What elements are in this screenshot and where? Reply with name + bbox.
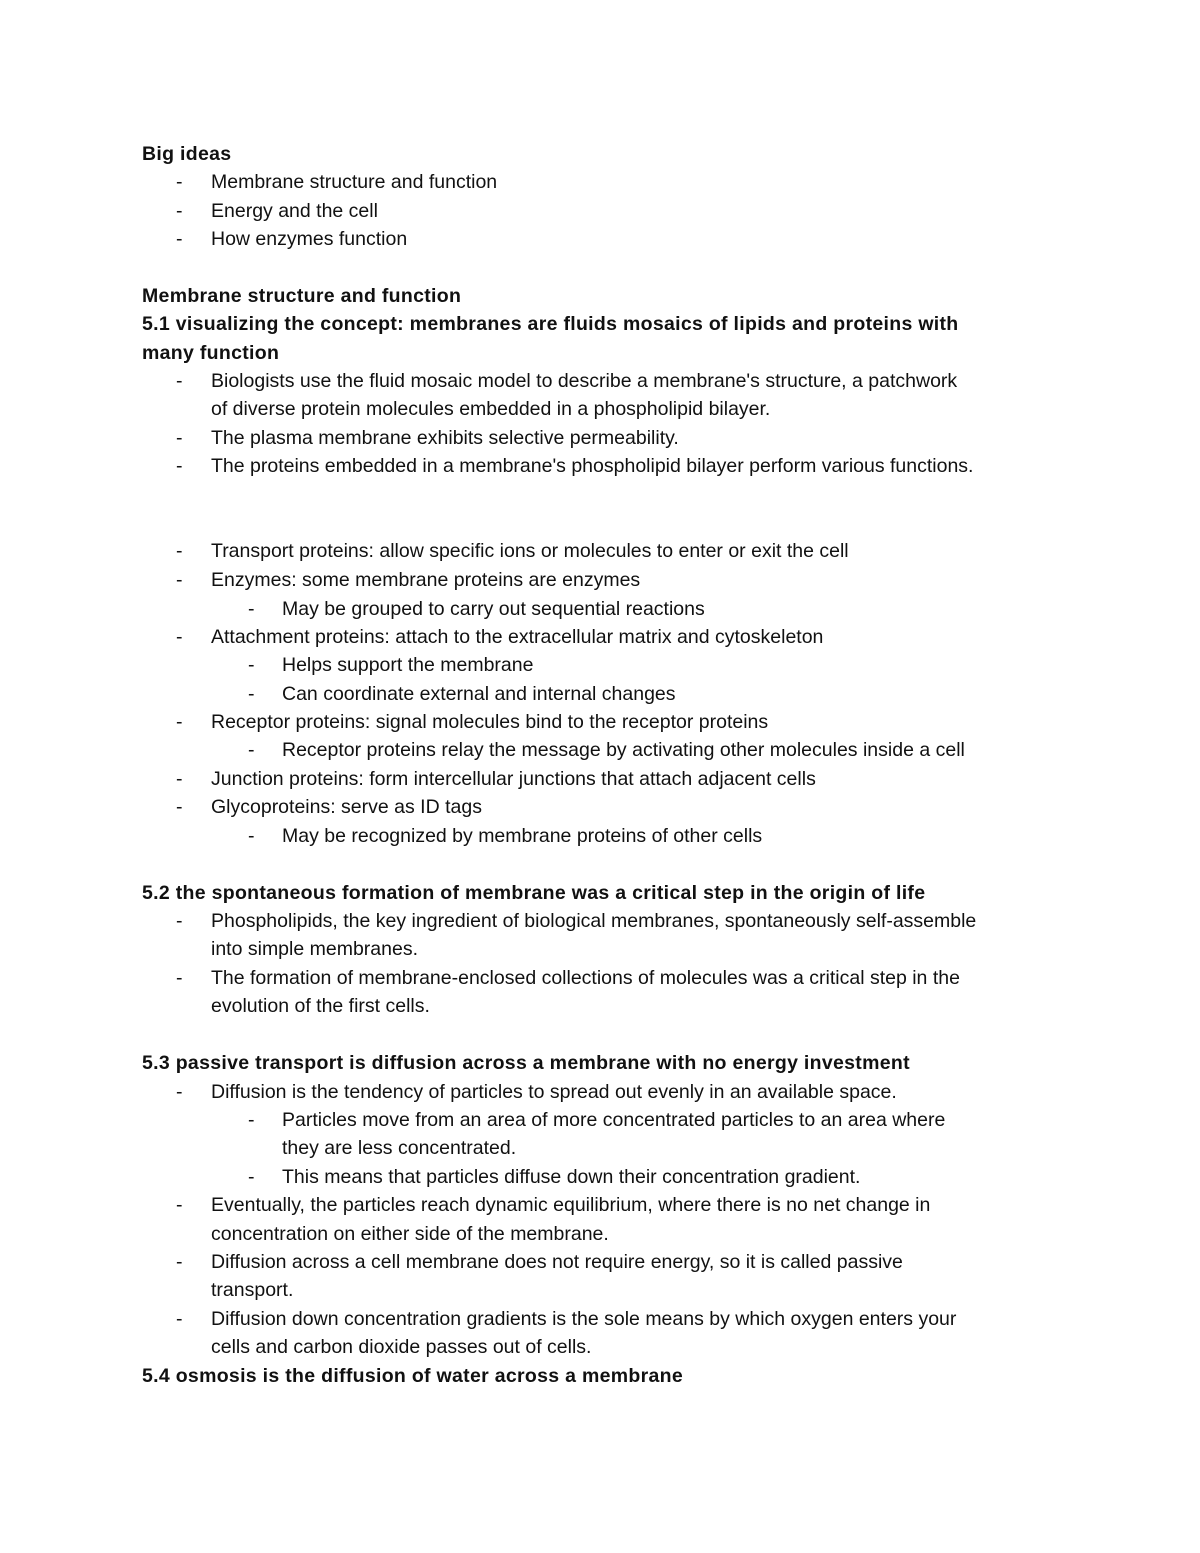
list-item-text: evolution of the first cells.	[211, 995, 430, 1017]
list-item-text: This means that particles diffuse down their concentration gradient.	[282, 1166, 861, 1188]
section-heading: Membrane structure and function	[142, 285, 462, 307]
list-item-text: May be grouped to carry out sequential reactions	[282, 598, 705, 620]
bullet-dash: -	[248, 1166, 255, 1188]
bullet-dash: -	[248, 683, 255, 705]
list-item	[0, 766, 1200, 792]
list-item-text: concentration on either side of the membrane.	[211, 1223, 609, 1245]
list-item	[0, 425, 1200, 451]
list-item-text: Particles move from an area of more concentrated particles to an area where	[282, 1109, 946, 1131]
list-item	[0, 1306, 1200, 1332]
sub-list-item-continuation	[0, 1135, 1200, 1161]
sub-list-item	[0, 681, 1200, 707]
section-5-3-title: 5.3 passive transport is diffusion across a membrane with no energy investment	[142, 1052, 910, 1074]
bullet-dash: -	[176, 910, 183, 932]
list-item-text: Energy and the cell	[211, 200, 378, 222]
list-item-text: Biologists use the fluid mosaic model to describe a membrane's structure, a patchwork	[211, 370, 958, 392]
bullet-dash: -	[176, 370, 183, 392]
list-item	[0, 226, 1200, 252]
list-item	[0, 567, 1200, 593]
bullet-dash: -	[176, 171, 183, 193]
list-item-text: Glycoproteins: serve as ID tags	[211, 796, 482, 818]
list-item	[0, 794, 1200, 820]
list-item-text: Phospholipids, the key ingredient of biological membranes, spontaneously self-assemble	[211, 910, 977, 932]
list-item-text: Receptor proteins: signal molecules bind to the receptor proteins	[211, 711, 769, 733]
list-item-continuation	[0, 936, 1200, 962]
list-item	[0, 1192, 1200, 1218]
bullet-dash: -	[176, 1081, 183, 1103]
bullet-dash: -	[176, 1308, 183, 1330]
list-item-text: Transport proteins: allow specific ions or molecules to enter or exit the cell	[211, 540, 849, 562]
list-item-text: Diffusion is the tendency of particles to spread out evenly in an available space.	[211, 1081, 897, 1103]
bullet-dash: -	[248, 598, 255, 620]
list-item-text: The formation of membrane-enclosed collections of molecules was a critical step in the	[211, 967, 960, 989]
list-item-text: Diffusion down concentration gradients is the sole means by which oxygen enters your	[211, 1308, 957, 1330]
bullet-dash: -	[176, 228, 183, 250]
list-item-text: they are less concentrated.	[282, 1137, 517, 1159]
sub-list-item	[0, 737, 1200, 763]
list-item-text: Junction proteins: form intercellular junctions that attach adjacent cells	[211, 768, 816, 790]
list-item-continuation	[0, 396, 1200, 422]
list-item	[0, 198, 1200, 224]
section-5-4-title: 5.4 osmosis is the diffusion of water across a membrane	[142, 1365, 683, 1387]
list-item	[0, 169, 1200, 195]
list-item	[0, 1079, 1200, 1105]
list-item-text: cells and carbon dioxide passes out of cells.	[211, 1336, 592, 1358]
list-item	[0, 709, 1200, 735]
list-item	[0, 453, 1200, 479]
bullet-dash: -	[176, 540, 183, 562]
list-item	[0, 368, 1200, 394]
list-item	[0, 965, 1200, 991]
list-item-text: of diverse protein molecules embedded in a phospholipid bilayer.	[211, 398, 771, 420]
list-item	[0, 624, 1200, 650]
list-item-text: Helps support the membrane	[282, 654, 534, 676]
list-item	[0, 1249, 1200, 1275]
list-item-text: Receptor proteins relay the message by activating other molecules inside a cell	[282, 739, 965, 761]
bullet-dash: -	[176, 427, 183, 449]
list-item-text: Can coordinate external and internal changes	[282, 683, 676, 705]
sub-list-item	[0, 596, 1200, 622]
list-item-continuation	[0, 1221, 1200, 1247]
bullet-dash: -	[176, 768, 183, 790]
section-5-1-title: 5.1 visualizing the concept: membranes are fluids mosaics of lipids and proteins with	[142, 313, 959, 335]
list-item-text: May be recognized by membrane proteins of other cells	[282, 825, 763, 847]
list-item	[0, 908, 1200, 934]
sub-list-item	[0, 1107, 1200, 1133]
list-item-text: Enzymes: some membrane proteins are enzymes	[211, 569, 641, 591]
list-item-continuation	[0, 1277, 1200, 1303]
bullet-dash: -	[176, 1251, 183, 1273]
list-item-text: Diffusion across a cell membrane does not require energy, so it is called passive	[211, 1251, 903, 1273]
list-item-text: The proteins embedded in a membrane's phospholipid bilayer perform various functions.	[211, 455, 974, 477]
bullet-dash: -	[176, 1194, 183, 1216]
bullet-dash: -	[176, 455, 183, 477]
section-5-2-title: 5.2 the spontaneous formation of membrane was a critical step in the origin of life	[142, 882, 926, 904]
bullet-dash: -	[248, 739, 255, 761]
list-item-text: into simple membranes.	[211, 938, 418, 960]
sub-list-item	[0, 652, 1200, 678]
bullet-dash: -	[176, 626, 183, 648]
list-item-text: Eventually, the particles reach dynamic equilibrium, where there is no net change in	[211, 1194, 931, 1216]
list-item-text: transport.	[211, 1279, 294, 1301]
bullet-dash: -	[176, 711, 183, 733]
bullet-dash: -	[248, 654, 255, 676]
section-5-1-title-cont: many function	[142, 342, 280, 364]
bullet-dash: -	[248, 1109, 255, 1131]
big-ideas-heading: Big ideas	[142, 143, 232, 165]
list-item-continuation	[0, 993, 1200, 1019]
bullet-dash: -	[248, 825, 255, 847]
list-item-continuation	[0, 1334, 1200, 1360]
bullet-dash: -	[176, 796, 183, 818]
list-item	[0, 538, 1200, 564]
bullet-dash: -	[176, 200, 183, 222]
sub-list-item	[0, 823, 1200, 849]
list-item-text: The plasma membrane exhibits selective permeability.	[211, 427, 679, 449]
list-item-text: How enzymes function	[211, 228, 408, 250]
sub-list-item	[0, 1164, 1200, 1190]
list-item-text: Membrane structure and function	[211, 171, 498, 193]
bullet-dash: -	[176, 569, 183, 591]
bullet-dash: -	[176, 967, 183, 989]
list-item-text: Attachment proteins: attach to the extracellular matrix and cytoskeleton	[211, 626, 824, 648]
